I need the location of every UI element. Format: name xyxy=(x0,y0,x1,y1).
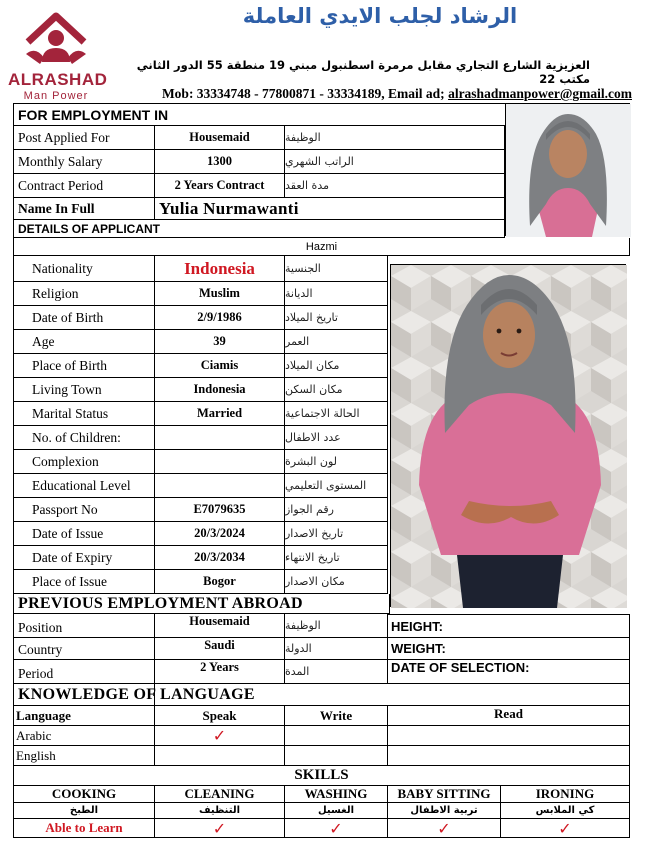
education-arabic: المستوى التعليمي xyxy=(285,474,388,498)
post-applied-arabic: الوظيفة xyxy=(285,126,505,150)
skill-ironing-label: IRONING xyxy=(501,786,630,803)
religion-label: Religion xyxy=(13,282,155,306)
age-arabic: العمر xyxy=(285,330,388,354)
nationality-label: Nationality xyxy=(13,256,155,282)
skill-baby-sitting-label: BABY SITTING xyxy=(388,786,501,803)
prev-period-label: Period xyxy=(13,660,155,684)
children-arabic: عدد الاطفال xyxy=(285,426,388,450)
applicant-photo-small xyxy=(505,103,630,236)
monthly-salary-value: 1300 xyxy=(155,150,285,174)
date-of-expiry-value: 20/3/2034 xyxy=(155,546,285,570)
logo-subtitle: Man Power xyxy=(23,90,89,102)
agent-name: Hazmi xyxy=(13,238,630,256)
english-language-label: English xyxy=(13,746,155,766)
marital-status-label: Marital Status xyxy=(13,402,155,426)
logo-name: ALRASHAD xyxy=(8,70,108,89)
monthly-salary-arabic: الراتب الشهري xyxy=(285,150,505,174)
living-town-label: Living Town xyxy=(13,378,155,402)
company-address-arabic: العزيزية الشارع التجاري مقابل مرمرة اسطنبول مبني 19 منطقة 55 الدور الثاني مكتب 22 xyxy=(136,58,590,86)
skill-ironing-check-icon: ✓ xyxy=(501,819,630,838)
education-value xyxy=(155,474,285,498)
complexion-label: Complexion xyxy=(13,450,155,474)
passport-no-arabic: رقم الجواز xyxy=(285,498,388,522)
date-of-issue-label: Date of Issue xyxy=(13,522,155,546)
prev-position-value: Housemaid xyxy=(155,614,285,638)
date-of-expiry-arabic: تاريخ الانتهاء xyxy=(285,546,388,570)
passport-no-value: E7079635 xyxy=(155,498,285,522)
date-of-selection-label: DATE OF SELECTION: xyxy=(388,660,630,684)
skill-washing-check-icon: ✓ xyxy=(285,819,388,838)
contract-period-label: Contract Period xyxy=(13,174,155,198)
contact-email-link[interactable]: alrashadmanpower@gmail.com xyxy=(448,86,632,101)
skill-cleaning-label: CLEANING xyxy=(155,786,285,803)
complexion-value xyxy=(155,450,285,474)
contact-phones: Mob: 33334748 - 77800871 - 33334189, Email ad; xyxy=(161,86,449,101)
age-label: Age xyxy=(13,330,155,354)
place-of-issue-arabic: مكان الاصدار xyxy=(285,570,388,594)
place-of-birth-arabic: مكان الميلاد xyxy=(285,354,388,378)
company-title-arabic: الرشاد لجلب الايدي العاملة xyxy=(242,4,518,28)
monthly-salary-label: Monthly Salary xyxy=(13,150,155,174)
prev-period-arabic: المدة xyxy=(285,660,388,684)
arabic-speak-check-icon: ✓ xyxy=(155,726,285,746)
logo-emblem-icon xyxy=(22,10,90,68)
arabic-language-label: Arabic xyxy=(13,726,155,746)
speak-header: Speak xyxy=(155,706,285,726)
living-town-value: Indonesia xyxy=(155,378,285,402)
skill-cooking-label: COOKING xyxy=(13,786,155,803)
contact-line xyxy=(120,86,632,102)
nationality-value: Indonesia xyxy=(155,256,285,282)
skill-cooking-arabic: الطبخ xyxy=(13,803,155,819)
place-of-issue-label: Place of Issue xyxy=(13,570,155,594)
full-name-label: Name In Full xyxy=(13,198,155,220)
skills-section-title: SKILLS xyxy=(13,766,630,786)
date-of-issue-arabic: تاريخ الاصدار xyxy=(285,522,388,546)
children-label: No. of Children: xyxy=(13,426,155,450)
age-value: 39 xyxy=(155,330,285,354)
company-logo xyxy=(8,10,108,102)
children-value xyxy=(155,426,285,450)
passport-no-label: Passport No xyxy=(13,498,155,522)
arabic-read-check xyxy=(388,726,630,746)
skill-cooking-status: Able to Learn xyxy=(13,819,155,838)
education-label: Educational Level xyxy=(13,474,155,498)
language-header: Language xyxy=(13,706,155,726)
skill-washing-label: WASHING xyxy=(285,786,388,803)
post-applied-value: Housemaid xyxy=(155,126,285,150)
employment-section-title: FOR EMPLOYMENT IN xyxy=(13,103,630,126)
place-of-issue-value: Bogor xyxy=(155,570,285,594)
date-of-issue-value: 20/3/2024 xyxy=(155,522,285,546)
write-header: Write xyxy=(285,706,388,726)
prev-period-value: 2 Years xyxy=(155,660,285,684)
english-write-check xyxy=(285,746,388,766)
place-of-birth-label: Place of Birth xyxy=(13,354,155,378)
language-section-title: KNOWLEDGE OF LANGUAGE xyxy=(13,684,155,706)
english-speak-check xyxy=(155,746,285,766)
complexion-arabic: لون البشرة xyxy=(285,450,388,474)
skill-ironing-arabic: كي الملابس xyxy=(501,803,630,819)
applicant-section-title: DETAILS OF APPLICANT xyxy=(13,220,505,238)
living-town-arabic: مكان السكن xyxy=(285,378,388,402)
date-of-expiry-label: Date of Expiry xyxy=(13,546,155,570)
applicant-photo-large xyxy=(390,264,626,607)
prev-position-label: Position xyxy=(13,614,155,638)
prev-country-value: Saudi xyxy=(155,638,285,660)
religion-arabic: الديانة xyxy=(285,282,388,306)
date-of-birth-value: 2/9/1986 xyxy=(155,306,285,330)
religion-value: Muslim xyxy=(155,282,285,306)
place-of-birth-value: Ciamis xyxy=(155,354,285,378)
date-of-birth-arabic: تاريخ الميلاد xyxy=(285,306,388,330)
skill-cleaning-check-icon: ✓ xyxy=(155,819,285,838)
skill-cleaning-arabic: التنظيف xyxy=(155,803,285,819)
marital-status-arabic: الحالة الاجتماعية xyxy=(285,402,388,426)
height-label: HEIGHT: xyxy=(388,614,630,638)
skill-washing-arabic: الغسيل xyxy=(285,803,388,819)
contract-period-arabic: مدة العقد xyxy=(285,174,505,198)
prev-country-arabic: الدولة xyxy=(285,638,388,660)
post-applied-label: Post Applied For xyxy=(13,126,155,150)
skill-baby-sitting-check-icon: ✓ xyxy=(388,819,501,838)
english-read-check xyxy=(388,746,630,766)
weight-label: WEIGHT: xyxy=(388,638,630,660)
contract-period-value: 2 Years Contract xyxy=(155,174,285,198)
read-header: Read xyxy=(388,706,630,726)
previous-employment-section-title: PREVIOUS EMPLOYMENT ABROAD xyxy=(13,594,390,614)
prev-position-arabic: الوظيفة xyxy=(285,614,388,638)
full-name-value: Yulia Nurmawanti xyxy=(155,198,505,220)
nationality-arabic: الجنسية xyxy=(285,256,388,282)
language-section-blank xyxy=(155,684,630,706)
skill-baby-sitting-arabic: تربية الاطفال xyxy=(388,803,501,819)
arabic-write-check xyxy=(285,726,388,746)
date-of-birth-label: Date of Birth xyxy=(13,306,155,330)
prev-country-label: Country xyxy=(13,638,155,660)
marital-status-value: Married xyxy=(155,402,285,426)
